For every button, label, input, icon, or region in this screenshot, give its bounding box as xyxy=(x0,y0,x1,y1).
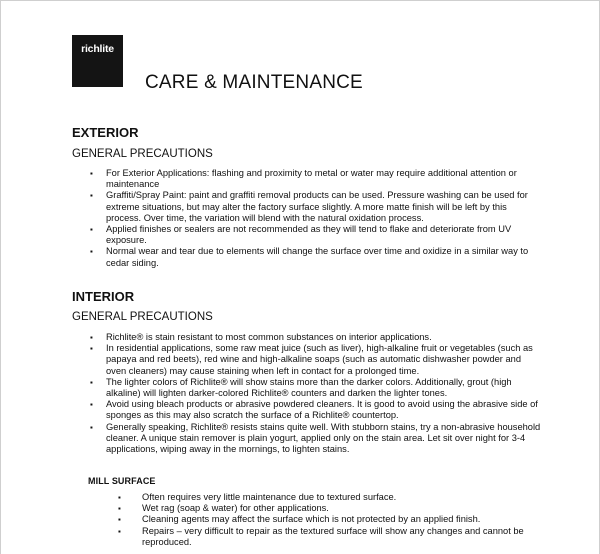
mill-surface-heading: MILL SURFACE xyxy=(88,476,156,486)
list-item: ▪ Repairs – very difficult to repair as the textured surface will show any changes and cannot be reproduced. xyxy=(118,526,528,548)
exterior-general-precautions-heading: GENERAL PRECAUTIONS xyxy=(72,148,213,160)
list-item: ▪ Wet rag (soap & water) for other applications. xyxy=(118,503,528,514)
richlite-logo xyxy=(72,35,123,87)
page-border-left xyxy=(0,0,1,554)
mill-surface-list xyxy=(118,492,528,548)
interior-heading: INTERIOR xyxy=(72,289,135,304)
list-item: ▪ Cleaning agents may affect the surface which is not protected by an applied finish. xyxy=(118,514,528,525)
interior-list xyxy=(90,332,542,455)
exterior-heading: EXTERIOR xyxy=(72,125,139,140)
page-border-top xyxy=(0,0,600,1)
list-item: ▪ Often requires very little maintenance due to textured surface. xyxy=(118,492,528,503)
list-item: ▪ Generally speaking, Richlite® resists stains quite well. With stubborn stains, try a non-abrasive household cleaner. A unique stain remover is plain yogurt, applied only on the stain area. Let sit over night for 3-4 applications, wiping away in the mornings, to lighten stains. xyxy=(90,422,542,456)
logo-text: richlite xyxy=(81,43,114,55)
list-item: ▪ Graffiti/Spray Paint: paint and graffiti removal products can be used. Pressure washing can be used for extreme situations, but may alter the factory surface slightly. A more matte finish will be left by this process. Over time, the variation will blend with the natural oxidation process. xyxy=(90,190,530,224)
list-item: ▪ In residential applications, some raw meat juice (such as liver), high-alkaline fruit or vegetables (such as papaya and red beets), red wine and high-alkaline soaps (such as automatic dishwasher powder and oven cleaners) may cause staining when left in contact for a prolonged time. xyxy=(90,343,542,377)
list-item: ▪ For Exterior Applications: flashing and proximity to metal or water may require additional attention or maintenance xyxy=(90,168,530,190)
list-item: ▪ The lighter colors of Richlite® will show stains more than the darker colors. Additionally, grout (high alkaline) will lighten darker-colored Richlite® counters and darken the lighter tones. xyxy=(90,377,542,399)
list-item: ▪ Normal wear and tear due to elements will change the surface over time and oxidize in a similar way to cedar siding. xyxy=(90,246,530,268)
page-title: CARE & MAINTENANCE xyxy=(145,72,363,93)
list-item: ▪ Applied finishes or sealers are not recommended as they will tend to flake and deteriorate from UV exposure. xyxy=(90,224,530,246)
interior-general-precautions-heading: GENERAL PRECAUTIONS xyxy=(72,311,213,323)
list-item: ▪ Avoid using bleach products or abrasive powdered cleaners. It is good to avoid using the abrasive side of sponges as this may also scratch the surface of a Richlite® countertop. xyxy=(90,399,542,421)
list-item: ▪ Richlite® is stain resistant to most common substances on interior applications. xyxy=(90,332,542,343)
exterior-list xyxy=(90,168,530,269)
